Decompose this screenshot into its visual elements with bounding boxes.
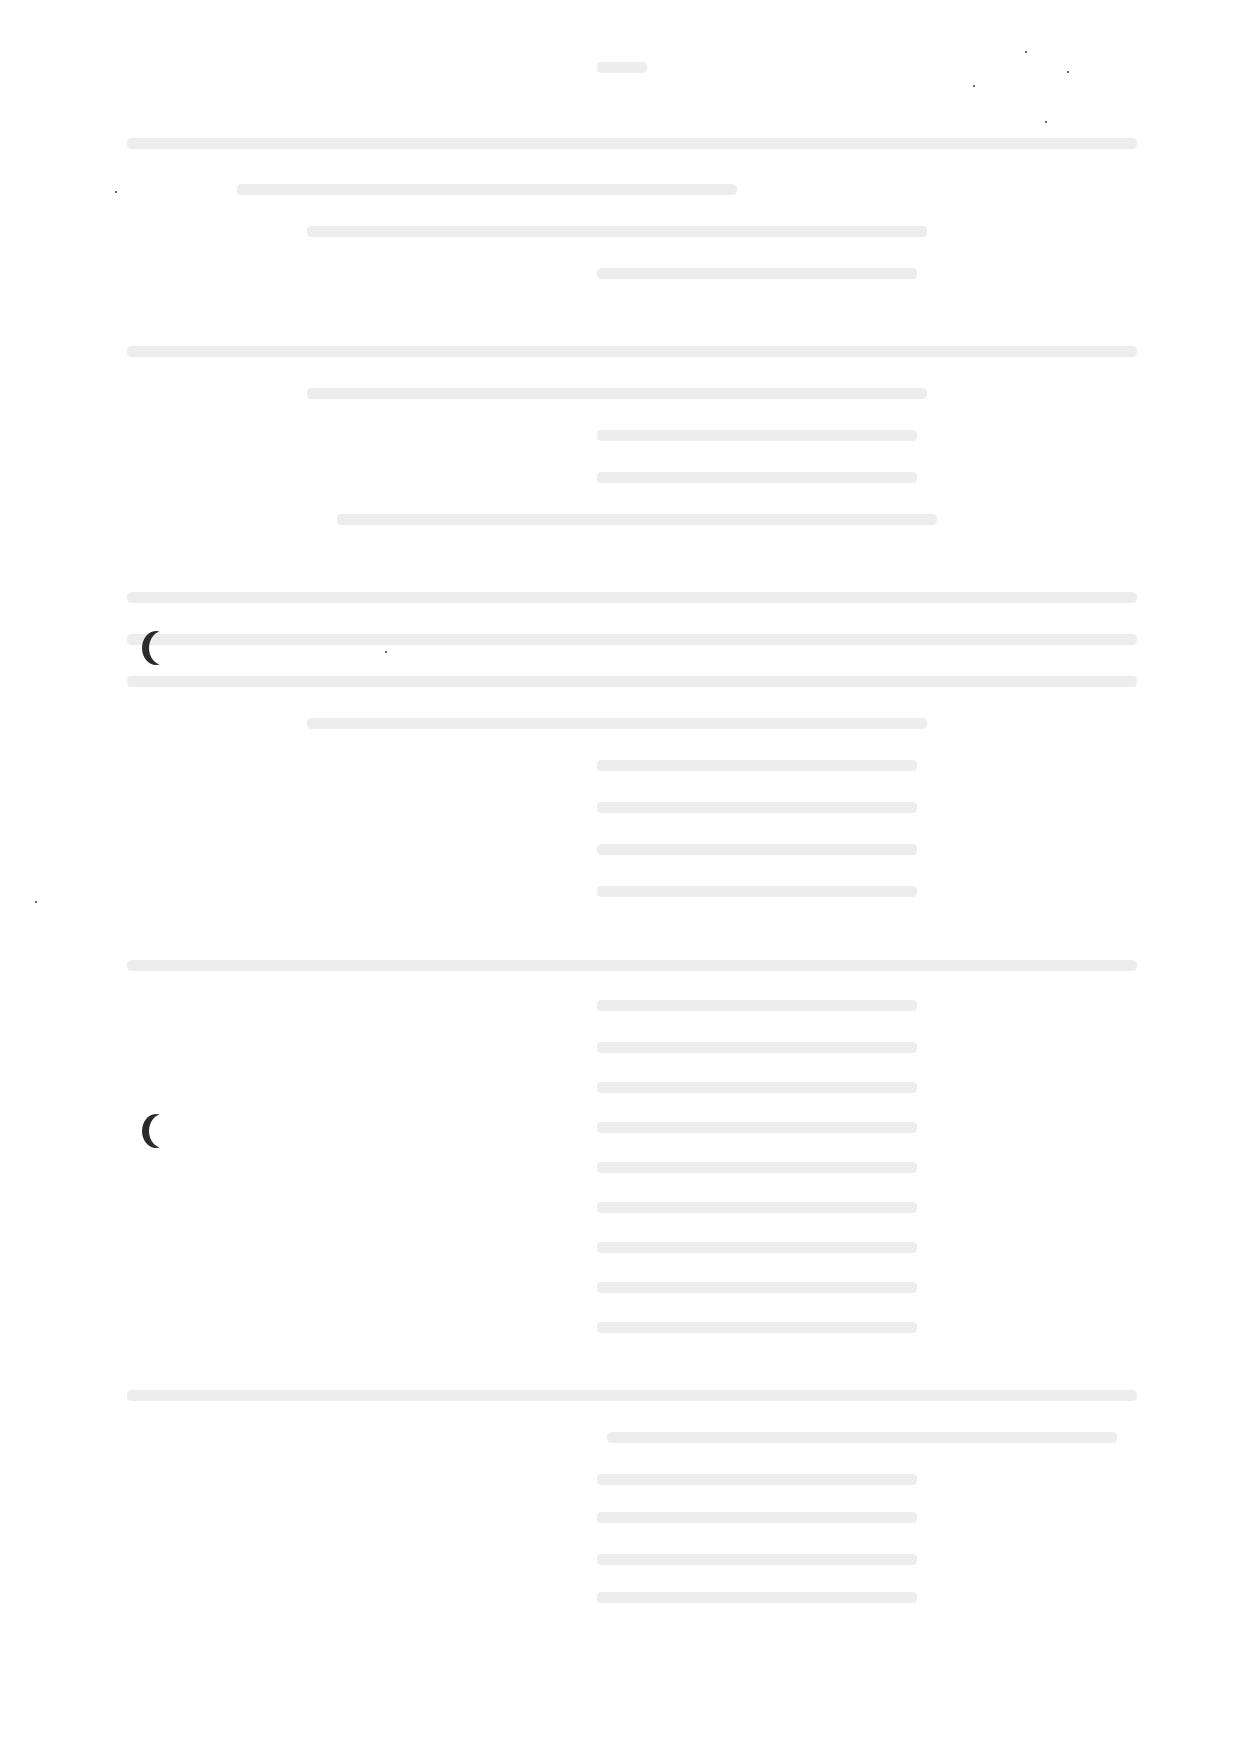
scan-speck xyxy=(973,85,975,87)
text-line xyxy=(597,1000,917,1011)
text-line xyxy=(597,1082,917,1093)
text-line xyxy=(597,268,917,279)
text-line xyxy=(127,634,1137,645)
text-line xyxy=(597,760,917,771)
text-line xyxy=(597,1592,917,1603)
text-line xyxy=(597,1162,917,1173)
text-line xyxy=(127,1390,1137,1401)
text-line xyxy=(127,676,1137,687)
scan-speck xyxy=(385,651,387,653)
text-line xyxy=(597,430,917,441)
text-line xyxy=(597,886,917,897)
text-line xyxy=(597,1202,917,1213)
scan-speck xyxy=(1067,71,1069,73)
text-line xyxy=(127,960,1137,971)
text-line xyxy=(607,1432,1117,1443)
text-line xyxy=(127,592,1137,603)
text-line xyxy=(597,472,917,483)
text-line xyxy=(597,1474,917,1485)
text-line xyxy=(597,1042,917,1053)
scan-speck xyxy=(1045,121,1047,123)
text-line xyxy=(597,802,917,813)
text-line xyxy=(127,138,1137,149)
punch-hole xyxy=(142,1114,170,1148)
text-line xyxy=(237,184,737,195)
text-line xyxy=(307,718,927,729)
text-line xyxy=(597,1554,917,1565)
text-line xyxy=(597,1242,917,1253)
text-line xyxy=(597,844,917,855)
scan-speck xyxy=(115,191,117,193)
text-line xyxy=(597,1122,917,1133)
text-line xyxy=(597,1512,917,1523)
scan-speck xyxy=(35,901,37,903)
text-line xyxy=(307,226,927,237)
text-line xyxy=(597,1322,917,1333)
text-line xyxy=(597,62,647,73)
text-line xyxy=(597,1282,917,1293)
scan-speck xyxy=(1025,51,1027,53)
text-line xyxy=(307,388,927,399)
punch-hole xyxy=(142,631,170,665)
text-line xyxy=(127,346,1137,357)
text-line xyxy=(337,514,937,525)
